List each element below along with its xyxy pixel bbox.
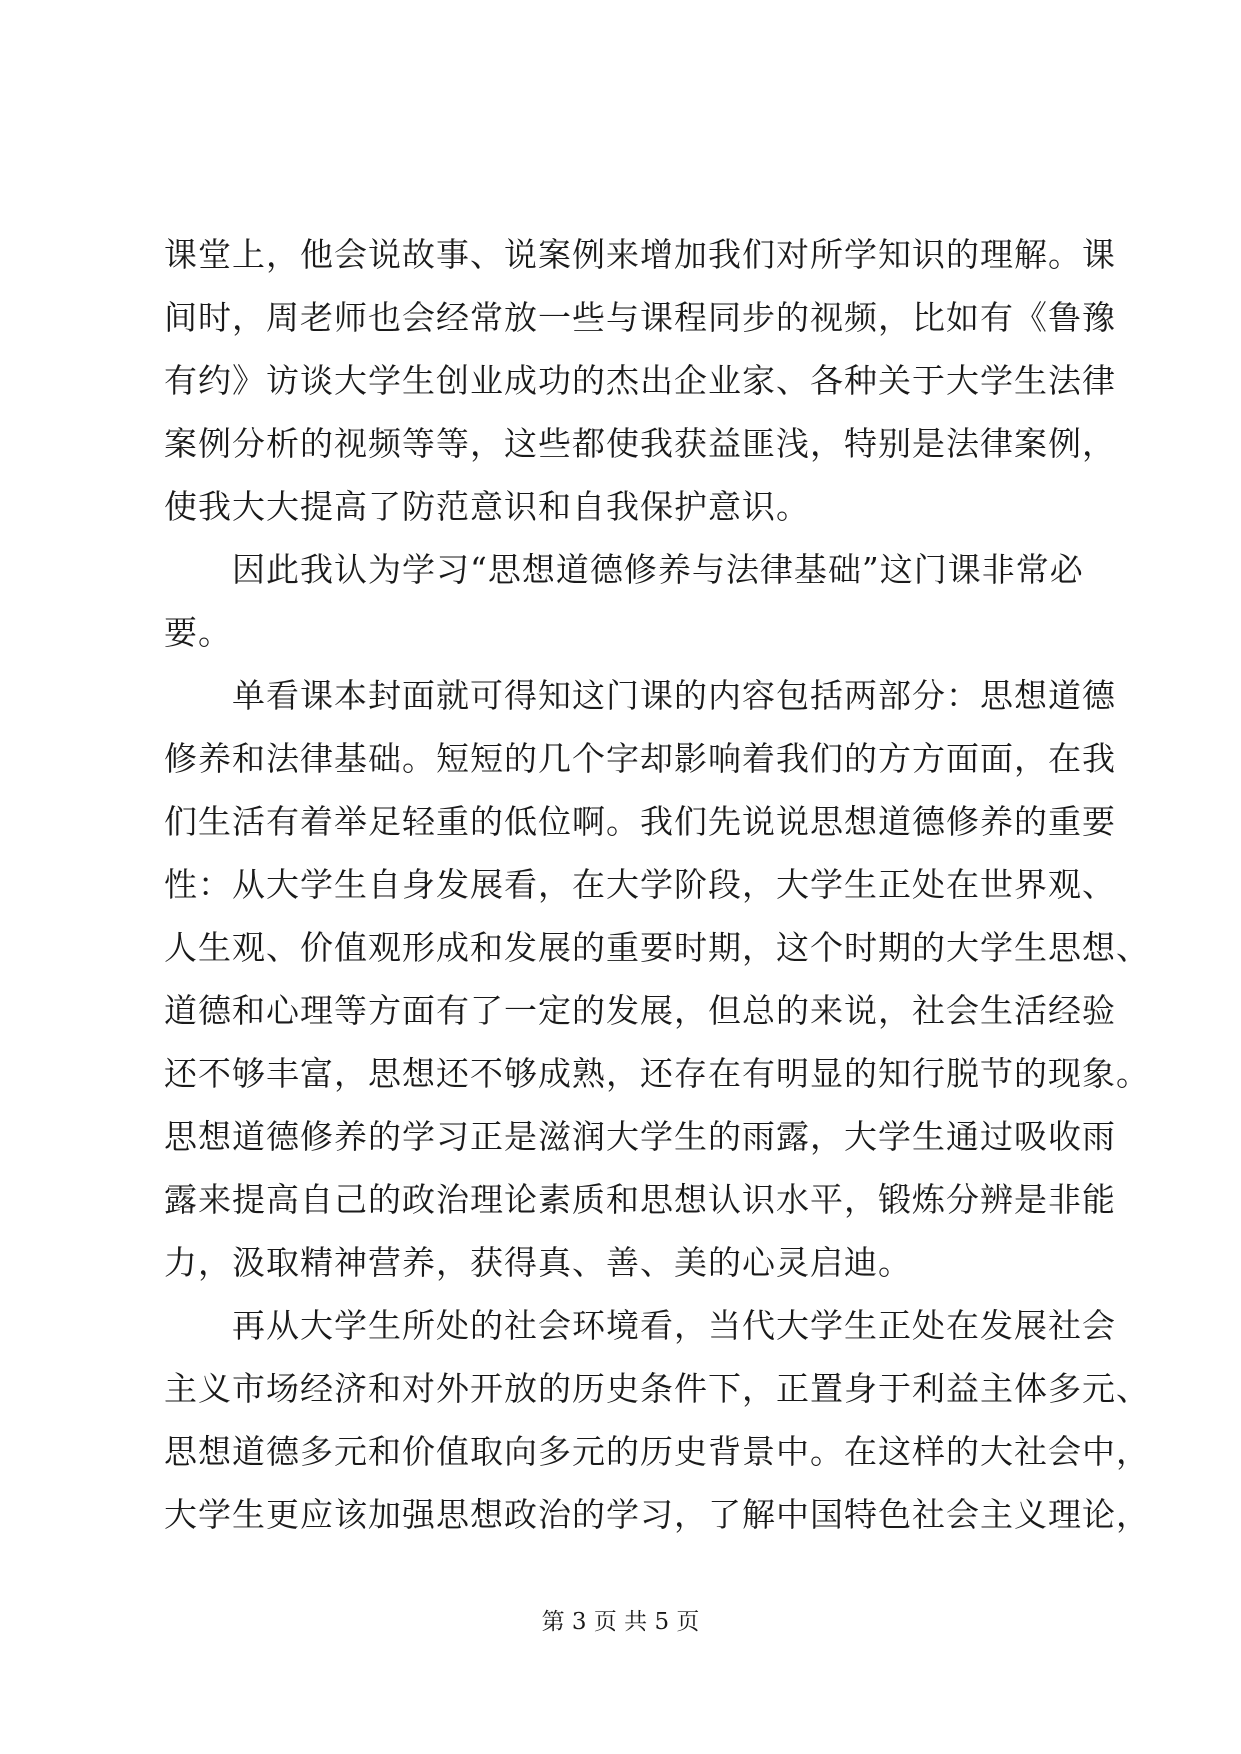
text-line: 间时，周老师也会经常放一些与课程同步的视频，比如有《鲁豫 — [164, 298, 1116, 337]
text-line: 修养和法律基础。短短的几个字却影响着我们的方方面面，在我 — [164, 739, 1116, 778]
text-line: 大学生更应该加强思想政治的学习，了解中国特色社会主义理论， — [164, 1495, 1150, 1534]
text-line: 案例分析的视频等等，这些都使我获益匪浅，特别是法律案例， — [164, 424, 1116, 463]
body-text — [164, 223, 1150, 1546]
text-line: 力，汲取精神营养，获得真、善、美的心灵启迪。 — [164, 1243, 912, 1282]
text-line: 要。 — [164, 613, 232, 652]
text-line: 露来提高自己的政治理论素质和思想认识水平，锻炼分辨是非能 — [164, 1180, 1116, 1219]
text-line: 有约》访谈大学生创业成功的杰出企业家、各种关于大学生法律 — [164, 361, 1116, 400]
text-line: 因此我认为学习“思想道德修养与法律基础”这门课非常必 — [164, 550, 1084, 589]
text-line: 思想道德修养的学习正是滋润大学生的雨露，大学生通过吸收雨 — [164, 1117, 1116, 1156]
text-line: 使我大大提高了防范意识和自我保护意识。 — [164, 487, 810, 526]
text-line: 性：从大学生自身发展看，在大学阶段，大学生正处在世界观、 — [164, 865, 1116, 904]
text-line: 思想道德多元和价值取向多元的历史背景中。在这样的大社会中， — [164, 1432, 1150, 1471]
page-number-footer: 第 3 页 共 5 页 — [541, 1609, 700, 1635]
text-line: 道德和心理等方面有了一定的发展，但总的来说，社会生活经验 — [164, 991, 1116, 1030]
text-line: 单看课本封面就可得知这门课的内容包括两部分：思想道德 — [164, 676, 1116, 715]
text-line: 人生观、价值观形成和发展的重要时期，这个时期的大学生思想、 — [164, 928, 1150, 967]
text-line: 主义市场经济和对外开放的历史条件下，正置身于利益主体多元、 — [164, 1369, 1150, 1408]
text-line: 再从大学生所处的社会环境看，当代大学生正处在发展社会 — [164, 1306, 1116, 1345]
text-line: 们生活有着举足轻重的低位啊。我们先说说思想道德修养的重要 — [164, 802, 1116, 841]
text-line: 课堂上，他会说故事、说案例来增加我们对所学知识的理解。课 — [164, 235, 1116, 274]
text-line: 还不够丰富，思想还不够成熟，还存在有明显的知行脱节的现象。 — [164, 1054, 1150, 1093]
